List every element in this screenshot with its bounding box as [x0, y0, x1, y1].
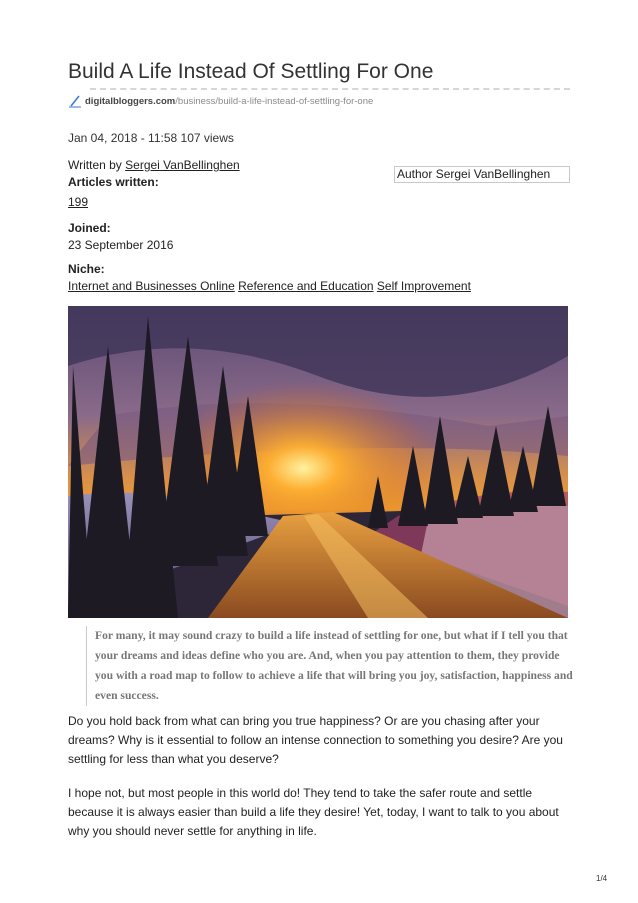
date-views: Jan 04, 2018 - 11:58 107 views — [68, 131, 234, 145]
niche-link-reference[interactable]: Reference and Education — [238, 279, 374, 293]
title-divider — [90, 88, 570, 90]
pencil-icon — [68, 94, 82, 108]
written-by-label: Written by — [68, 158, 126, 172]
joined-date: 23 September 2016 — [68, 238, 174, 252]
niche-link-self-improvement[interactable]: Self Improvement — [376, 279, 471, 293]
paragraph-1: Do you hold back from what can bring you true happiness? Or are you chasing after your dreams? Why is it essential to follow an intense connection to something you desire? Are you settling for less than what you deserve? — [68, 714, 563, 766]
url-domain: digitalbloggers.com — [85, 95, 176, 107]
joined-label: Joined: — [68, 221, 111, 235]
page-number: 1/4 — [596, 874, 608, 883]
niche-link-internet[interactable]: Internet and Businesses Online — [68, 279, 235, 293]
niche-info — [68, 261, 471, 295]
niche-label: Niche: — [68, 262, 105, 276]
written-by-line — [68, 157, 240, 174]
article-photo — [68, 306, 568, 618]
url-path: /business/build-a-life-instead-of-settling-for-one — [175, 95, 374, 107]
pull-quote: For many, it may sound crazy to build a life instead of settling for one, but what if I tell you that your dreams and ideas define who you are. And, when you pay attention to them, they provide you with a road map to follow to achieve a life that will bring you joy, satisfaction, happiness and even success. — [86, 626, 573, 706]
paragraph-2: I hope not, but most people in this world do! They tend to take the safer route and settle because it is always easier than build a life they desire! Yet, today, I want to talk to you about why you should never settle for anything in life. — [68, 786, 559, 838]
source-url[interactable] — [68, 94, 373, 108]
articles-label: Articles written: — [68, 175, 159, 189]
author-info — [68, 157, 240, 211]
author-image-placeholder: Author Sergei VanBellinghen — [394, 166, 570, 183]
articles-count-link[interactable]: 199 — [68, 195, 89, 209]
author-link[interactable]: Sergei VanBellinghen — [125, 158, 240, 172]
niche-links — [68, 278, 471, 295]
page-title: Build A Life Instead Of Settling For One — [68, 60, 434, 83]
joined-info — [68, 220, 173, 254]
